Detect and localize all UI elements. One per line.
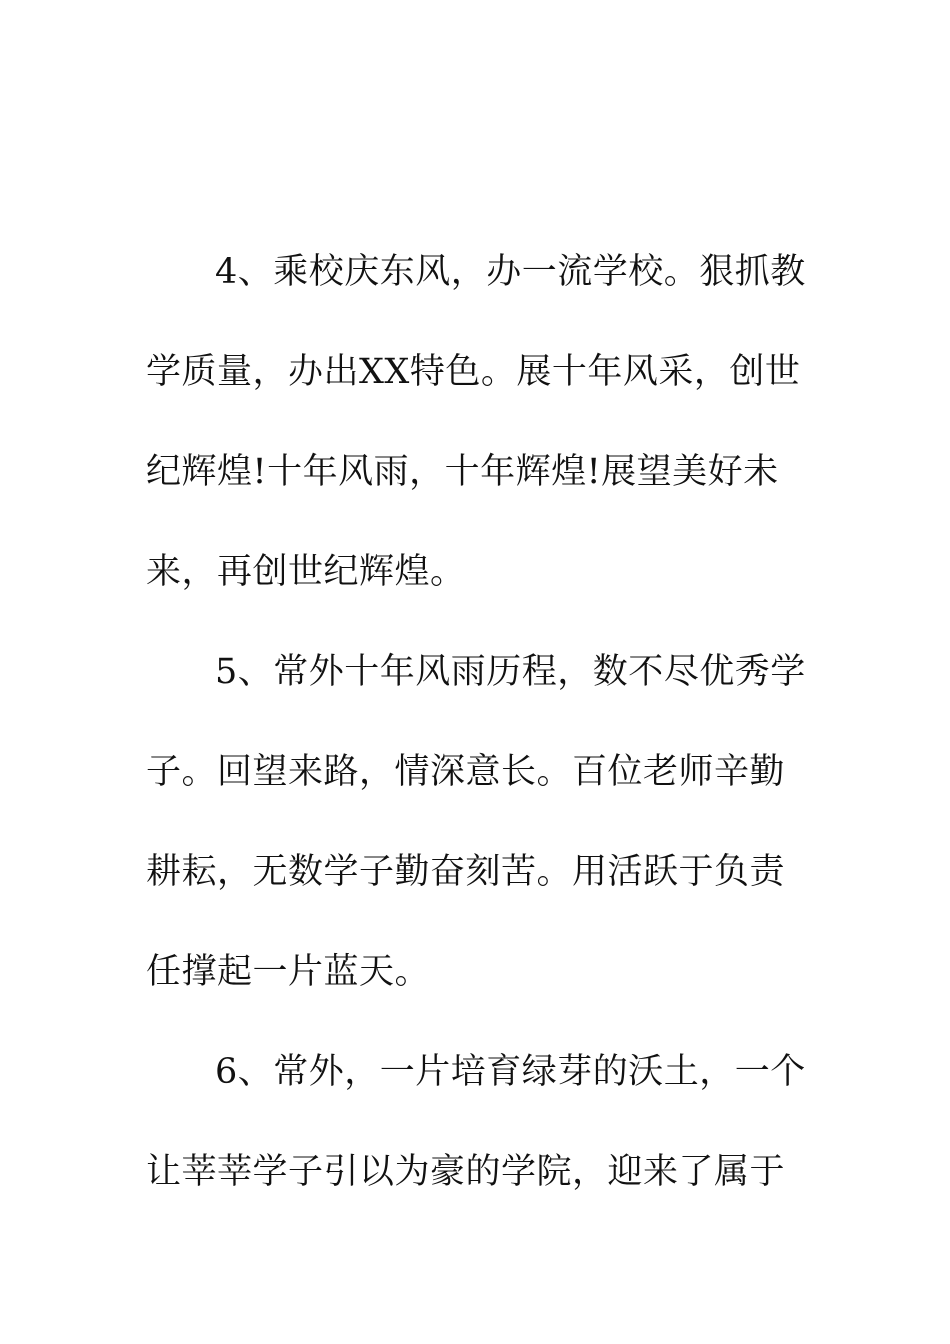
text-line: 5、常外十年风雨历程，数不尽优秀学	[215, 652, 806, 692]
paragraph-4	[146, 222, 806, 622]
text-line: 子。回望来路，情深意长。百位老师辛勤	[146, 752, 786, 792]
text-line: 纪辉煌!十年风雨，十年辉煌!展望美好未	[146, 452, 779, 492]
text-line: 任撑起一片蓝天。	[146, 952, 431, 992]
text-line: 来，再创世纪辉煌。	[146, 552, 466, 592]
text-line: 学质量，办出XX特色。展十年风采，创世	[146, 352, 801, 392]
text-line: 6、常外，一片培育绿芽的沃土，一个	[215, 1052, 806, 1092]
text-line: 4、乘校庆东风，办一流学校。狠抓教	[215, 252, 806, 292]
text-line: 让莘莘学子引以为豪的学院，迎来了属于	[146, 1152, 786, 1192]
text-line: 耕耘，无数学子勤奋刻苦。用活跃于负责	[146, 852, 786, 892]
paragraph-5	[146, 622, 806, 1022]
document-body	[146, 222, 806, 1222]
paragraph-6	[146, 1022, 806, 1222]
